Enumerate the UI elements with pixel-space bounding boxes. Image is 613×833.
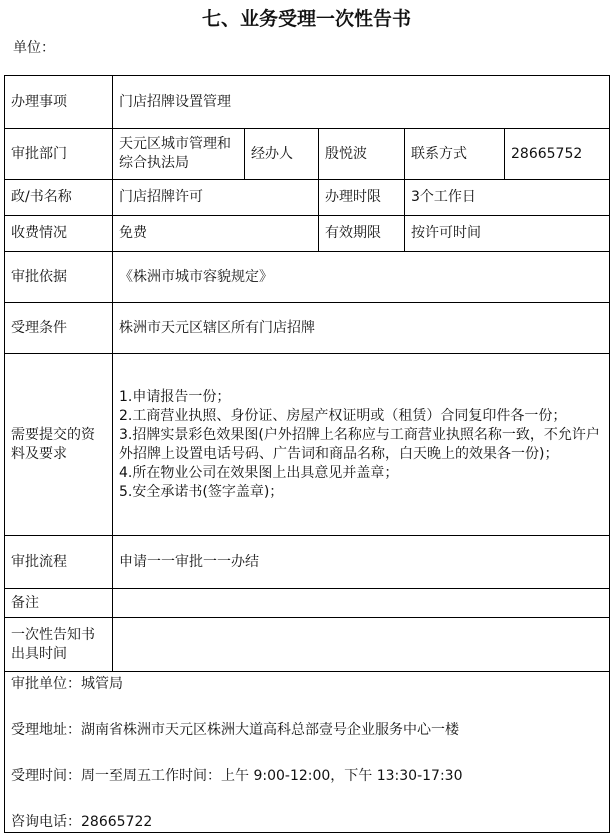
footer-info bbox=[5, 672, 610, 833]
process-value: 申请一一审批一一办结 bbox=[113, 536, 610, 589]
remark-label: 备注 bbox=[5, 589, 113, 618]
conditions-value: 株洲市天元区辖区所有门店招牌 bbox=[113, 303, 610, 354]
license-value: 门店招牌许可 bbox=[113, 180, 319, 216]
basis-value: 《株洲市城市容貌规定》 bbox=[113, 252, 610, 303]
remark-value bbox=[113, 589, 610, 618]
validity-value: 按许可时间 bbox=[405, 216, 610, 252]
materials-item: 2.工商营业执照、身份证、房屋产权证明或（租赁）合同复印件各一份； bbox=[119, 407, 567, 424]
dept-label: 审批部门 bbox=[5, 129, 113, 180]
notice-time-label: 一次性告知书出具时间 bbox=[5, 618, 113, 672]
dept-value: 天元区城市管理和综合执法局 bbox=[113, 129, 245, 180]
row-process bbox=[5, 536, 610, 589]
row-dept bbox=[5, 129, 610, 180]
fee-label: 收费情况 bbox=[5, 216, 113, 252]
duration-label: 办理时限 bbox=[319, 180, 405, 216]
materials-item: 3.招牌实景彩色效果图(户外招牌上名称应与工商营业执照名称一致，不允许户外招牌上设置电话号码、广告词和商品名称，白天晚上的效果各一份)； bbox=[119, 426, 600, 462]
materials-item: 1.申请报告一份； bbox=[119, 388, 231, 405]
materials-item: 4.所在物业公司在效果图上出具意见并盖章； bbox=[119, 464, 399, 481]
row-license bbox=[5, 180, 610, 216]
matter-value: 门店招牌设置管理 bbox=[113, 76, 610, 129]
conditions-label: 受理条件 bbox=[5, 303, 113, 354]
consult-phone: 咨询电话：28665722 bbox=[11, 814, 153, 830]
row-conditions bbox=[5, 303, 610, 354]
process-label: 审批流程 bbox=[5, 536, 113, 589]
approval-unit: 审批单位：城管局 bbox=[11, 676, 123, 692]
row-footer bbox=[5, 672, 610, 833]
license-label: 政/书名称 bbox=[5, 180, 113, 216]
notice-time-value bbox=[113, 618, 610, 672]
validity-label: 有效期限 bbox=[319, 216, 405, 252]
document-title: 七、业务受理一次性告书 bbox=[201, 8, 411, 30]
fee-value: 免费 bbox=[113, 216, 319, 252]
contact-label: 联系方式 bbox=[405, 129, 505, 180]
acceptance-hours: 受理时间：周一至周五工作时间：上午 9:00-12:00，下午 13:30-17:30 bbox=[11, 768, 463, 784]
row-notice-time bbox=[5, 618, 610, 672]
handler-label: 经办人 bbox=[245, 129, 319, 180]
materials-label: 需要提交的资料及要求 bbox=[5, 354, 113, 536]
materials-item: 5.安全承诺书(签字盖章)； bbox=[119, 483, 284, 500]
duration-value: 3个工作日 bbox=[405, 180, 610, 216]
basis-label: 审批依据 bbox=[5, 252, 113, 303]
acceptance-address: 受理地址：湖南省株洲市天元区株洲大道高科总部壹号企业服务中心一楼 bbox=[11, 722, 459, 738]
row-matter bbox=[5, 76, 610, 129]
row-fee bbox=[5, 216, 610, 252]
contact-value: 28665752 bbox=[505, 129, 610, 180]
notice-table bbox=[4, 75, 610, 833]
materials-list bbox=[119, 386, 603, 504]
handler-value: 殷悦波 bbox=[319, 129, 405, 180]
row-materials bbox=[5, 354, 610, 536]
row-remark bbox=[5, 589, 610, 618]
materials-value bbox=[113, 354, 610, 536]
row-basis bbox=[5, 252, 610, 303]
unit-label: 单位： bbox=[13, 40, 55, 56]
matter-label: 办理事项 bbox=[5, 76, 113, 129]
